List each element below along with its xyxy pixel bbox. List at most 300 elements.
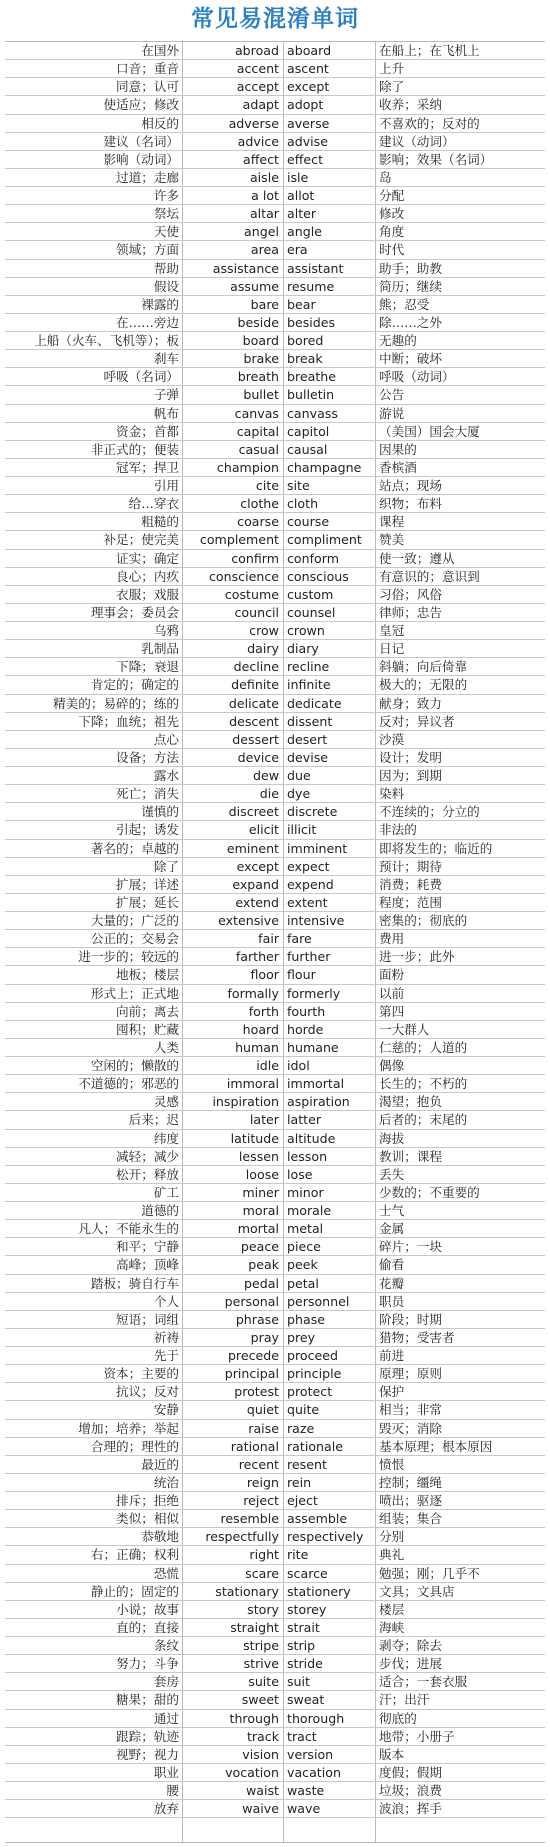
confusable-meaning: 金属 (379, 1221, 405, 1237)
english-word: dessert (232, 731, 279, 747)
english-word: loose (245, 1166, 279, 1182)
chinese-meaning: 排斥；拒绝 (116, 1493, 179, 1508)
confusable-word: principle (287, 1366, 342, 1382)
english-word: abroad (234, 43, 279, 58)
table-row (5, 912, 545, 930)
confusable-meaning: 度假；假期 (379, 1764, 442, 1780)
chinese-meaning: 点心 (153, 731, 179, 747)
confusable-meaning: 后者的；末尾的 (379, 1112, 468, 1128)
confusable-word: respectively (287, 1529, 364, 1545)
confusable-word: proceed (287, 1348, 339, 1363)
confusable-word: lose (287, 1166, 313, 1182)
chinese-meaning: 不道德的；邪恶的 (78, 1076, 179, 1092)
chinese-meaning: 冠军；捍卫 (116, 459, 179, 475)
confusable-word: expend (287, 876, 334, 892)
chinese-meaning: 同意；认可 (116, 79, 179, 95)
confusable-meaning: 前进 (379, 1348, 405, 1363)
confusable-word: stride (287, 1656, 323, 1672)
confusable-word: prey (287, 1329, 316, 1345)
table-row (5, 1673, 545, 1691)
table-row (5, 477, 545, 495)
table-row (5, 78, 545, 96)
english-word: council (234, 604, 279, 620)
table-row (5, 459, 545, 477)
chinese-meaning: 给…穿衣 (128, 496, 179, 512)
table-row (5, 332, 545, 350)
table-row (5, 695, 545, 713)
english-word: inspiration (212, 1094, 279, 1110)
confusable-word: imminent (287, 840, 348, 856)
chinese-meaning: 抗议；反对 (116, 1384, 179, 1400)
confusable-word: vacation (287, 1764, 341, 1780)
table-row (5, 115, 545, 133)
table-row (5, 1728, 545, 1746)
english-word: bare (250, 296, 279, 312)
confusable-meaning: 步伐；进展 (379, 1656, 442, 1672)
confusable-word: adopt (287, 97, 324, 113)
english-word: stationary (215, 1583, 279, 1599)
english-word: a lot (251, 188, 279, 203)
confusable-meaning: 预计；期待 (379, 858, 442, 874)
english-word: adapt (242, 97, 279, 113)
confusable-word: lesson (287, 1148, 328, 1164)
confusable-meaning: 地带；小册子 (379, 1728, 455, 1744)
confusable-meaning: 影响；效果（名词） (379, 151, 493, 167)
confusable-meaning: 碎片；一块 (379, 1239, 442, 1255)
confusable-meaning: 习俗；风俗 (379, 586, 442, 602)
confusable-word: recline (287, 659, 330, 675)
chinese-meaning: 领域；方面 (116, 242, 179, 258)
confusable-word: custom (287, 586, 334, 602)
english-word: lessen (238, 1148, 279, 1164)
confusable-meaning: 非法的 (379, 822, 417, 838)
table-row (5, 858, 545, 876)
table-row (5, 314, 545, 332)
english-word: scare (245, 1565, 279, 1581)
english-word: conscience (209, 568, 279, 584)
chinese-meaning: 统治 (153, 1474, 179, 1490)
table-row (5, 1275, 545, 1293)
chinese-meaning: 后来；迟 (128, 1112, 179, 1128)
english-word: beside (237, 314, 279, 330)
english-word: decline (233, 659, 279, 675)
chinese-meaning: 减轻；减少 (116, 1148, 179, 1164)
table-row (5, 1202, 545, 1220)
confusable-word: assistant (287, 260, 344, 276)
english-word: advice (237, 133, 279, 149)
table-row (5, 1782, 545, 1800)
table-row (5, 1528, 545, 1546)
table-row (5, 205, 545, 223)
confusable-word: idol (287, 1058, 310, 1073)
chinese-meaning: 死亡；消失 (116, 786, 179, 802)
english-word: elicit (248, 822, 279, 838)
confusable-meaning: 密集的；彻底的 (379, 913, 468, 928)
confusable-meaning: 献身；致力 (379, 695, 442, 711)
table-row (5, 1021, 545, 1039)
english-word: floor (250, 967, 279, 983)
confusable-meaning: 毁灭；消除 (379, 1420, 442, 1436)
english-word: peak (248, 1257, 279, 1273)
confusable-word: diary (287, 641, 319, 657)
confusable-word: flour (287, 967, 316, 983)
chinese-meaning: 职业 (153, 1764, 179, 1780)
english-word: straight (230, 1619, 279, 1635)
english-word: phrase (235, 1311, 279, 1327)
confusable-word: intensive (287, 913, 345, 928)
confusable-word: bulletin (287, 387, 335, 403)
confusable-word: expect (287, 858, 330, 874)
confusable-meaning: 阶段；时期 (379, 1311, 442, 1327)
table-row (5, 151, 545, 169)
confusable-meaning: 第四 (379, 1003, 405, 1019)
confusable-meaning: 适合；一套衣服 (379, 1674, 468, 1690)
table-row (5, 1383, 545, 1401)
confusable-meaning: 渴望；抱负 (379, 1094, 442, 1110)
confusable-meaning: 简历；继续 (379, 278, 442, 294)
chinese-meaning: 条纹 (153, 1638, 179, 1653)
chinese-meaning: 使适应；修改 (103, 97, 179, 113)
confusable-meaning: 剥夺；除去 (379, 1638, 442, 1653)
page-header (0, 0, 550, 40)
chinese-meaning: 在国外 (141, 43, 179, 58)
english-word: story (247, 1601, 279, 1617)
confusable-meaning: 游说 (379, 405, 405, 421)
chinese-meaning: 扩展；详述 (116, 876, 179, 892)
confusable-word: quite (287, 1402, 320, 1418)
page-title: 常见易混淆单词 (191, 6, 359, 32)
chinese-meaning: 先于 (153, 1348, 179, 1363)
confusable-meaning: （美国）国会大厦 (379, 423, 480, 439)
chinese-meaning: 松开；释放 (116, 1166, 179, 1182)
chinese-meaning: 放弃 (153, 1801, 179, 1817)
confusable-word: resent (287, 1456, 327, 1472)
chinese-meaning: 右；正确；权利 (90, 1547, 179, 1563)
english-word: track (246, 1728, 279, 1744)
table-row (5, 749, 545, 767)
confusable-meaning: 修改 (379, 206, 405, 222)
confusable-word: rein (287, 1474, 312, 1490)
confusable-word: immortal (287, 1076, 345, 1092)
chinese-meaning: 资金；首都 (116, 423, 179, 439)
confusable-meaning: 相当；非常 (379, 1402, 442, 1418)
confusable-meaning: 皇冠 (379, 623, 405, 638)
chinese-meaning: 引起；诱发 (116, 822, 179, 838)
table-row (5, 1075, 545, 1093)
confusable-word: horde (287, 1021, 324, 1037)
confusable-word: waste (287, 1783, 325, 1798)
confusable-word: break (287, 351, 323, 367)
chinese-meaning: 安静 (153, 1402, 179, 1418)
confusable-meaning: 版本 (379, 1746, 405, 1762)
confusable-word: version (287, 1746, 334, 1762)
confusable-meaning: 岛 (379, 169, 392, 185)
english-word: fair (258, 931, 279, 947)
english-word: mortal (237, 1221, 279, 1237)
confusable-word: thorough (287, 1710, 345, 1726)
english-word: cite (255, 478, 279, 493)
english-word: resemble (220, 1511, 279, 1527)
confusable-word: dye (287, 786, 311, 802)
table-row (5, 1093, 545, 1111)
confusable-word: dissent (287, 713, 333, 729)
table-row (5, 586, 545, 604)
confusable-meaning: 一大群人 (379, 1021, 430, 1037)
confusable-word: stationery (287, 1583, 351, 1599)
english-word: hoard (242, 1021, 279, 1037)
confusable-meaning: 喷出；驱逐 (379, 1493, 442, 1508)
english-word: formally (227, 985, 279, 1001)
chinese-meaning: 静止的；固定的 (90, 1583, 179, 1599)
english-word: recent (238, 1456, 279, 1472)
confusable-word: rite (287, 1547, 309, 1563)
english-word: vocation (225, 1764, 279, 1780)
english-word: miner (242, 1184, 279, 1200)
confusable-word: except (287, 79, 330, 95)
confusable-word: strip (287, 1638, 316, 1653)
table-row (5, 1003, 545, 1021)
table-row (5, 1746, 545, 1764)
confusable-meaning: 仁慈的；人道的 (379, 1039, 468, 1055)
chinese-meaning: 直的；直接 (116, 1619, 179, 1635)
confusable-word: phase (287, 1311, 326, 1327)
english-word: descent (229, 713, 279, 729)
table-row (5, 169, 545, 187)
table-row (5, 60, 545, 78)
table-row (5, 1510, 545, 1528)
table-row (5, 1438, 545, 1456)
table-row (5, 1311, 545, 1329)
table-row (5, 1492, 545, 1510)
chinese-meaning: 类似；相似 (116, 1511, 179, 1527)
table-row (5, 568, 545, 586)
confusable-word: personnel (287, 1293, 350, 1309)
english-word: device (237, 749, 279, 765)
confusable-word: metal (287, 1221, 324, 1237)
confusable-word: bear (287, 296, 316, 312)
english-word: later (249, 1112, 279, 1128)
chinese-meaning: 相反的 (141, 115, 179, 131)
english-word: crow (249, 623, 279, 638)
confusable-word: extent (287, 894, 328, 910)
chinese-meaning: 在……旁边 (116, 314, 179, 330)
confusable-meaning: 原理；原则 (379, 1366, 442, 1382)
confusable-word: due (287, 768, 311, 783)
chinese-meaning: 踏板；骑自行车 (90, 1275, 179, 1291)
english-word: vision (242, 1746, 279, 1762)
chinese-meaning: 形式上；正式地 (90, 985, 179, 1001)
table-row (5, 441, 545, 459)
chinese-meaning: 囤积；贮藏 (116, 1021, 179, 1037)
table-row (5, 423, 545, 441)
english-word: pedal (244, 1275, 279, 1291)
confusable-word: tract (287, 1728, 317, 1744)
confusable-meaning: 士气 (379, 1203, 405, 1218)
confusable-meaning: 助手；助教 (379, 260, 442, 276)
confusable-word: latter (287, 1112, 322, 1128)
confusable-word: altitude (287, 1130, 336, 1146)
confusable-meaning: 即将发生的；临近的 (379, 840, 493, 856)
table-row (5, 1220, 545, 1238)
confusable-word: protect (287, 1384, 333, 1400)
confusable-word: conform (287, 550, 339, 566)
english-word: confirm (231, 550, 279, 566)
english-word: except (236, 858, 279, 874)
chinese-meaning: 建议（名词） (103, 133, 179, 149)
word-rows (5, 42, 545, 1818)
english-word: champion (216, 459, 279, 475)
table-row (5, 930, 545, 948)
table-row (5, 1365, 545, 1383)
chinese-meaning: 口音；重音 (116, 61, 179, 77)
confusable-word: dedicate (287, 695, 342, 711)
english-word: peace (240, 1239, 279, 1255)
confusable-meaning: 消费；耗费 (379, 876, 442, 892)
confusable-meaning: 汗；出汗 (379, 1692, 430, 1708)
confusable-word: formerly (287, 985, 341, 1001)
table-row (5, 296, 545, 314)
confusable-meaning: 长生的；不朽的 (379, 1076, 468, 1092)
confusable-meaning: 文具；文具店 (379, 1583, 455, 1599)
english-word: clothe (240, 496, 279, 512)
table-row (5, 1800, 545, 1818)
chinese-meaning: 过道；走廊 (116, 169, 179, 185)
chinese-meaning: 合理的；理性的 (90, 1438, 179, 1454)
confusable-word: desert (287, 731, 328, 747)
confusable-meaning: 偷看 (379, 1257, 405, 1273)
confusable-meaning: 反对；异议者 (379, 713, 455, 729)
table-row (5, 713, 545, 731)
chinese-meaning: 除了 (153, 858, 179, 874)
chinese-meaning: 乌鸦 (153, 623, 179, 638)
english-word: respectfully (205, 1529, 279, 1545)
confusable-meaning: 时代 (379, 242, 405, 258)
confusable-meaning: 少数的；不重要的 (379, 1184, 480, 1200)
confusable-meaning: 有意识的；意识到 (379, 568, 480, 584)
english-word: moral (242, 1203, 279, 1218)
table-row (5, 948, 545, 966)
confusable-word: era (287, 242, 308, 258)
chinese-meaning: 非正式的；便装 (90, 441, 179, 457)
confusable-word: site (287, 478, 310, 493)
confusable-word: storey (287, 1601, 327, 1617)
english-word: capital (236, 423, 279, 439)
confusable-meaning: 律师；忠告 (379, 604, 442, 620)
chinese-meaning: 祈祷 (153, 1329, 179, 1345)
confusable-word: eject (287, 1493, 318, 1508)
confusable-meaning: 建议（动词） (379, 133, 455, 149)
table-row (5, 1238, 545, 1256)
table-row (5, 1565, 545, 1583)
confusable-meaning: 在船上；在飞机上 (379, 43, 480, 58)
english-word: rational (230, 1438, 279, 1454)
confusable-meaning: 丢失 (379, 1166, 405, 1182)
confusable-word: capitol (287, 423, 330, 439)
confusable-meaning: 呼吸（动词） (379, 369, 455, 385)
chinese-meaning: 视野；视力 (116, 1746, 179, 1762)
chinese-meaning: 精美的；易碎的；练的 (53, 695, 179, 711)
confusable-word: piece (287, 1239, 321, 1255)
chinese-meaning: 和平；宁静 (116, 1239, 179, 1255)
chinese-meaning: 腰 (166, 1783, 179, 1798)
confusable-word: suit (287, 1674, 310, 1690)
chinese-meaning: 资本；主要的 (103, 1366, 179, 1382)
confusable-meaning: 公告 (379, 387, 405, 403)
chinese-meaning: 高峰；顶峰 (116, 1257, 179, 1273)
table-row (5, 1764, 545, 1782)
confusable-meaning: 保护 (379, 1384, 405, 1400)
chinese-meaning: 上船（火车、飞机等）；板 (34, 333, 179, 348)
table-row (5, 223, 545, 241)
confusable-word: counsel (287, 604, 336, 620)
confusable-word: champagne (287, 459, 362, 475)
confusable-word: petal (287, 1275, 319, 1291)
chinese-meaning: 灵感 (153, 1094, 179, 1110)
table-row (5, 1691, 545, 1709)
table-row (5, 1401, 545, 1419)
english-word: brake (243, 351, 279, 367)
chinese-meaning: 跟踪；轨迹 (116, 1728, 179, 1744)
confusable-word: morale (287, 1203, 332, 1218)
english-word: definite (231, 677, 279, 693)
confusable-meaning: 设计；发明 (379, 749, 442, 765)
confusable-meaning: 站点；现场 (379, 478, 442, 493)
confusable-word: angle (287, 224, 322, 240)
confusable-meaning: 以前 (379, 985, 405, 1001)
confusable-meaning: 不连续的；分立的 (379, 804, 480, 820)
confusable-meaning: 除了 (379, 79, 405, 95)
chinese-meaning: 裸露的 (141, 296, 179, 312)
confusable-word: isle (287, 169, 309, 185)
confusable-meaning: 组装；集合 (379, 1511, 442, 1527)
english-word: extend (235, 894, 279, 910)
confusable-meaning: 彻底的 (379, 1710, 417, 1726)
chinese-meaning: 空闲的；懒散的 (90, 1058, 179, 1073)
english-word: human (235, 1039, 279, 1055)
table-row (5, 241, 545, 259)
chinese-meaning: 天使 (153, 224, 179, 240)
english-word: aisle (249, 169, 279, 185)
table-row (5, 966, 545, 984)
table-row (5, 821, 545, 839)
english-word: coarse (237, 514, 279, 530)
confusable-word: illicit (287, 822, 317, 838)
chinese-meaning: 设备；方法 (116, 749, 179, 765)
table-row (5, 640, 545, 658)
confusable-meaning: 课程 (379, 514, 405, 530)
chinese-meaning: 人类 (153, 1039, 179, 1055)
chinese-meaning: 帆布 (153, 405, 179, 421)
chinese-meaning: 良心；内疚 (116, 568, 179, 584)
table-row (5, 658, 545, 676)
table-row (5, 1583, 545, 1601)
chinese-meaning: 证实；确定 (116, 550, 179, 566)
english-word: area (250, 242, 279, 258)
confusable-meaning: 赞美 (379, 532, 405, 548)
table-row (5, 550, 545, 568)
table-row (5, 840, 545, 858)
confusable-word: cloth (287, 496, 319, 512)
chinese-meaning: 乳制品 (141, 641, 179, 657)
confusable-meaning: 斜躺；向后倚靠 (379, 659, 468, 675)
confusable-word: further (287, 949, 331, 965)
chinese-meaning: 帮助 (153, 260, 179, 276)
chinese-meaning: 刹车 (153, 351, 179, 367)
confusable-word: humane (287, 1039, 339, 1055)
confusable-meaning: 沙漠 (379, 731, 405, 747)
chinese-meaning: 假设 (153, 278, 179, 294)
chinese-meaning: 著名的；卓越的 (90, 840, 179, 856)
